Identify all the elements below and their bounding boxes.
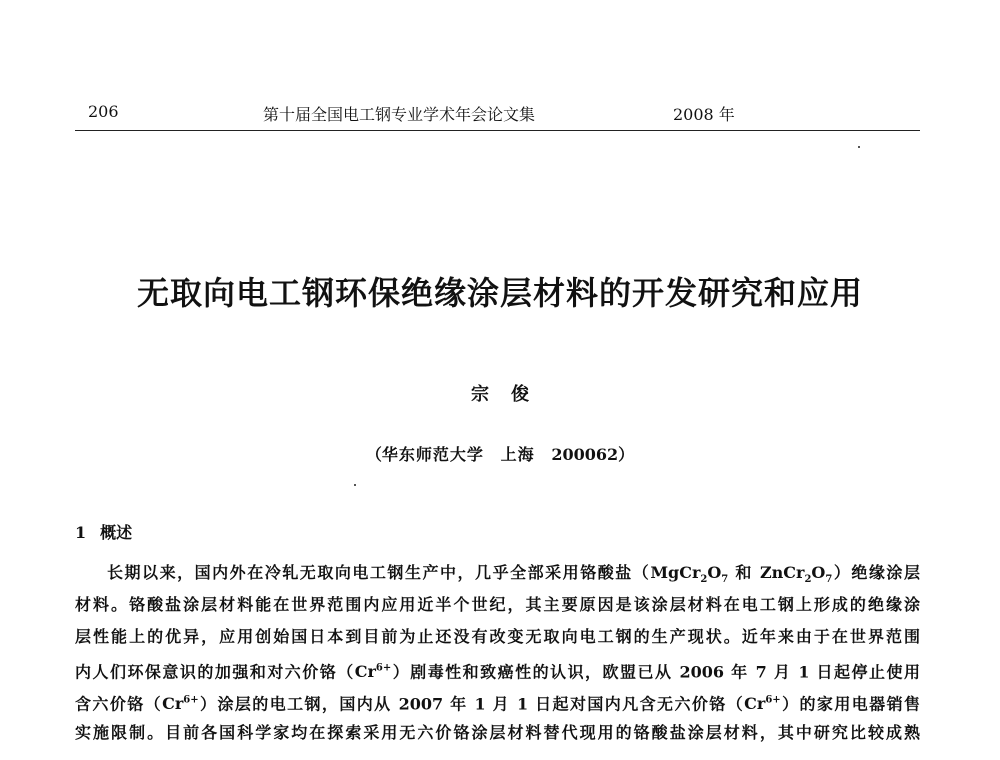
formula-zncr2o7: $ZnCr_2O_7$ bbox=[759, 563, 833, 586]
paragraph-line: 材料。铬酸盐涂层材料能在世界范围内应用近半个世纪，其主要原因是该涂层材料在电工钢上形成的绝缘涂 bbox=[75, 595, 920, 614]
text-run: ）涂层的电工钢，国内从 2007 年 1 月 1 日起对国内凡含无六价铬（ bbox=[198, 694, 745, 714]
paragraph-line: 层性能上的优异，应用创始国日本到目前为止还没有改变无取向电工钢的生产现状。近年来由于在世界范围 bbox=[75, 627, 920, 646]
affiliation-org: 华东师范大学 bbox=[381, 445, 484, 464]
text-run: ）剧毒性和致癌性的认识，欧盟已从 2006 年 7 月 1 日起停止使用 bbox=[391, 662, 920, 682]
body-paragraph bbox=[75, 557, 920, 749]
text-run: ）绝缘涂层 bbox=[832, 563, 920, 582]
section-number: 1 bbox=[75, 523, 87, 542]
text-run: 含六价铬（ bbox=[75, 694, 163, 714]
formula-mgcr2o7: $MgCr_2O_7$ bbox=[650, 563, 729, 586]
paper-title: 无取向电工钢环保绝缘涂层材料的开发研究和应用 bbox=[136, 274, 863, 312]
section-title: 概述 bbox=[100, 523, 133, 542]
text-run: 和 bbox=[728, 563, 760, 582]
formula-cr6: $Cr^{6+}$ bbox=[744, 694, 781, 714]
paragraph-line bbox=[75, 685, 920, 717]
scan-speck bbox=[354, 484, 356, 486]
page-number: 206 bbox=[88, 102, 119, 121]
paragraph-line bbox=[75, 557, 920, 589]
journal-title: 第十届全国电工钢专业学术年会论文集 bbox=[263, 105, 536, 124]
header-rule bbox=[75, 130, 920, 131]
scan-speck bbox=[858, 146, 860, 148]
section-heading bbox=[75, 520, 132, 543]
affiliation-postcode: 200062 bbox=[551, 445, 619, 464]
author-name: 宗俊 bbox=[471, 384, 551, 405]
text-run: 长期以来，国内外在冷轧无取向电工钢生产中，几乎全部采用铬酸盐（ bbox=[107, 563, 651, 582]
publication-year: 2008 年 bbox=[673, 105, 735, 124]
formula-cr6: $Cr^{6+}$ bbox=[354, 662, 392, 682]
paragraph-line: 实施限制。目前各国科学家均在探索采用无六价铬涂层材料替代现用的铬酸盐涂层材料，其中研究比较成熟 bbox=[75, 723, 920, 742]
paragraph-line bbox=[75, 653, 920, 685]
text-run: ）的家用电器销售 bbox=[780, 694, 920, 714]
affiliation-close-paren: ） bbox=[618, 445, 635, 464]
affiliation bbox=[0, 442, 1000, 465]
running-header bbox=[88, 102, 918, 130]
formula-cr6: $Cr^{6+}$ bbox=[162, 694, 199, 714]
affiliation-city: 上海 bbox=[500, 445, 535, 464]
affiliation-open-paren: （ bbox=[365, 445, 382, 464]
text-run: 内人们环保意识的加强和对六价铬（ bbox=[75, 662, 355, 682]
